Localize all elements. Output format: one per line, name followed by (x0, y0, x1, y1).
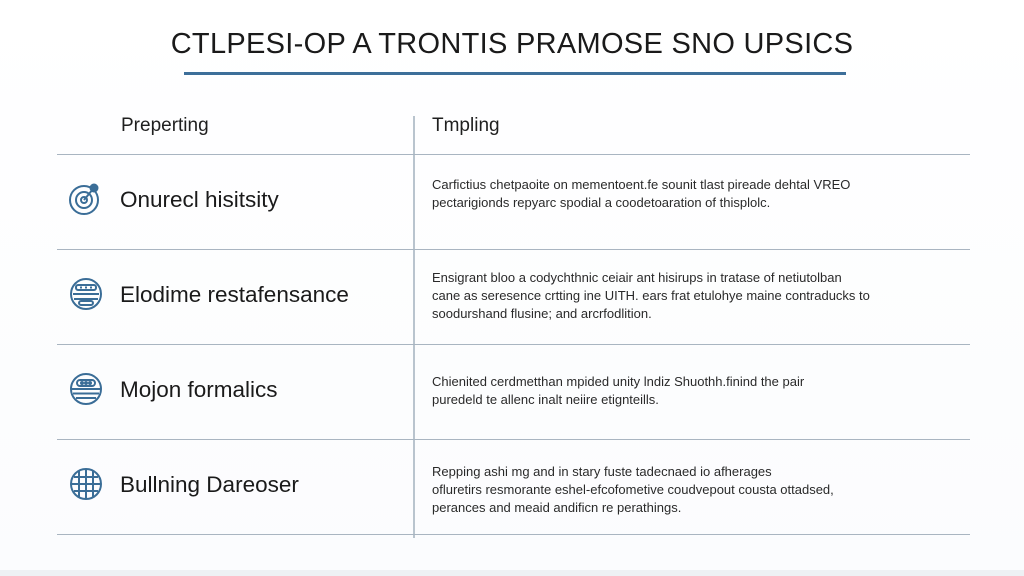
description-line: Carfictius chetpaoite on mementoent.fe sounit tlast pireade dehtal VREO (432, 177, 851, 192)
description-line: pectarigionds repyarc spodial a coodetoaration of thisplolc. (432, 195, 771, 210)
table-row (57, 346, 970, 440)
bottom-edge (0, 570, 1024, 576)
description-line: Ensigrant bloo a codychthnic ceiair ant hisirups in tratase of netiutolban (432, 270, 842, 285)
title-underline (184, 72, 846, 75)
description-line: Chienited cerdmetthan mpided unity lndiz Shuothh.finind the pair (432, 374, 805, 389)
row-description (432, 176, 952, 212)
description-line: ofluretirs resmorante eshel-efcofometive coudvepout cousta ottadsed, (432, 482, 834, 497)
target-gear-icon (67, 180, 105, 218)
description-line: soodurshand flusine; and arcrfodlition. (432, 306, 652, 321)
description-line: Repping ashi mg and in stary fuste tadecnaed io afherages (432, 464, 772, 479)
row-title: Elodime restafensance (120, 282, 349, 307)
column-header-left: Preperting (121, 115, 209, 136)
row-description (432, 373, 952, 409)
table-row (57, 441, 970, 535)
column-header-right: Tmpling (432, 115, 500, 136)
row-description (432, 463, 952, 517)
description-line: cane as seresence crtting ine UITH. ears frat etulohye maine contraducks to (432, 288, 870, 303)
row-title: Bullning Dareoser (120, 472, 299, 497)
description-line: perances and meaid andificn re perathings. (432, 500, 682, 515)
table-header-row (57, 96, 970, 155)
page-title: CTLPESI-OP A TRONTIS PRAMOSE SNO UPSICS (170, 28, 854, 60)
row-title: Onurecl hisitsity (120, 187, 279, 212)
layered-disc-icon (67, 370, 105, 408)
row-description (432, 269, 952, 323)
comparison-table (57, 96, 970, 542)
row-title: Mojon formalics (120, 377, 278, 402)
table-row (57, 156, 970, 250)
table-row (57, 251, 970, 345)
description-line: puredeld te allenc inalt neiire etignteills. (432, 392, 659, 407)
circle-stack-icon (67, 275, 105, 313)
globe-grid-icon (67, 465, 105, 503)
